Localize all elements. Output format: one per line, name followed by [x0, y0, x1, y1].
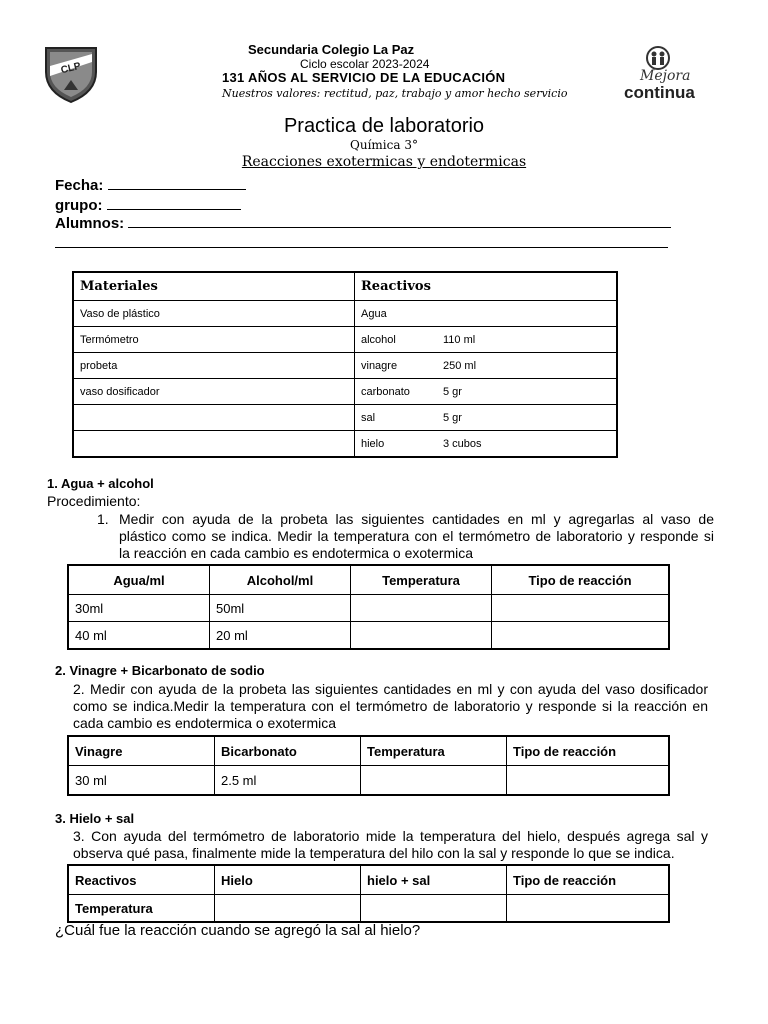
reagent-cell: alcohol: [355, 327, 438, 353]
final-question: ¿Cuál fue la reacción cuando se agregó la sal al hielo?: [55, 922, 421, 939]
material-cell: Vaso de plástico: [73, 301, 355, 327]
table-row: [73, 431, 617, 458]
section2-instructions: [73, 681, 708, 732]
header-cell: Tipo de reacción: [507, 865, 670, 895]
section2-title-prefix: 2. V: [55, 663, 78, 678]
section1-instructions: [119, 511, 714, 562]
reagent-cell: sal: [355, 405, 438, 431]
table-header-row: [73, 272, 617, 301]
table-row: [68, 895, 669, 923]
section1-line1: Medir con ayuda de la probeta las siguientes cantidades en ml y agregarlas al vaso de: [119, 511, 714, 527]
header-cell: Vinagre: [68, 736, 215, 766]
agua-cell: 30ml: [68, 595, 210, 622]
header-cell: Tipo de reacción: [507, 736, 670, 766]
header-cell: Reactivos: [68, 865, 215, 895]
table-row: [73, 327, 617, 353]
reagent-cell: Agua: [355, 301, 438, 327]
hielo-sal-table: [67, 864, 670, 923]
school-values: Nuestros valores: rectitud, paz, trabajo y amor hecho servicio: [222, 87, 568, 100]
reaction-type-cell[interactable]: [507, 895, 670, 923]
reaction-type-cell[interactable]: [492, 622, 670, 650]
header-cell: Hielo: [215, 865, 361, 895]
header-cell: Bicarbonato: [215, 736, 361, 766]
material-cell: [73, 405, 355, 431]
reagent-cell: vinagre: [355, 353, 438, 379]
material-cell: vaso dosificador: [73, 379, 355, 405]
vinagre-bicarbonato-table: [67, 735, 670, 796]
section2-line1: 2. Medir con ayuda de la probeta las siguientes cantidades en ml y con ayuda del vaso dosificador: [73, 681, 708, 697]
material-cell: Termómetro: [73, 327, 355, 353]
section2-line2: como se indica.Medir la temperatura con el termómetro de laboratorio y responde si la reacción en: [73, 698, 708, 714]
section1-line3: la reacción en cada cambio es endotermica o exotermica: [119, 545, 474, 561]
grupo-blank[interactable]: [107, 195, 241, 210]
fecha-label: Fecha:: [55, 177, 104, 194]
bicarbonato-cell: 2.5 ml: [215, 766, 361, 796]
table-row: [73, 301, 617, 327]
topic: [0, 154, 768, 170]
header-cell: Temperatura: [351, 565, 492, 595]
reaction-type-cell[interactable]: [492, 595, 670, 622]
section1-line2: plástico como se indica. Medir la temperatura con el termómetro de laboratorio y responde si: [119, 528, 714, 544]
fecha-blank[interactable]: [108, 175, 246, 190]
temperature-cell[interactable]: [351, 622, 492, 650]
agua-cell: 40 ml: [68, 622, 210, 650]
section3-line1: 3. Con ayuda del termómetro de laboratorio mide la temperatura del hielo, después agrega sal y: [73, 828, 708, 844]
logo-main-word: continua: [624, 83, 695, 102]
reagent-cell: hielo: [355, 431, 438, 458]
quantity-cell: 5 gr: [437, 379, 617, 405]
header-cell: Agua/ml: [68, 565, 210, 595]
table-row: [73, 379, 617, 405]
section3-title: 3. Hielo + sal: [55, 811, 135, 826]
quantity-cell: 110 ml: [437, 327, 617, 353]
section2-title-rest: inagre + Bicarbonato de sodio: [77, 663, 265, 678]
subject: Química 3°: [350, 138, 418, 152]
table-row: [73, 405, 617, 431]
materials-table: [72, 271, 618, 458]
reaction-type-cell[interactable]: [507, 766, 670, 796]
alcohol-cell: 20 ml: [210, 622, 351, 650]
grupo-label: grupo:: [55, 197, 103, 214]
reagent-cell: carbonato: [355, 379, 438, 405]
table-row: [68, 766, 669, 796]
quantity-cell: [437, 301, 617, 327]
temperature-cell[interactable]: [351, 595, 492, 622]
table-row: [68, 622, 669, 650]
section3-instructions: [73, 828, 708, 862]
header-cell: Alcohol/ml: [210, 565, 351, 595]
alumnos-blank[interactable]: [128, 213, 671, 228]
hielo-cell[interactable]: [215, 895, 361, 923]
temperature-cell[interactable]: [361, 766, 507, 796]
quantity-cell: 250 ml: [437, 353, 617, 379]
quantity-cell: 5 gr: [437, 405, 617, 431]
vinagre-cell: 30 ml: [68, 766, 215, 796]
alumnos-label: Alumnos:: [55, 215, 125, 232]
table-row: [73, 353, 617, 379]
table-header-row: [68, 865, 669, 895]
logo-script-word: Mejora: [640, 68, 691, 84]
section2-line3: cada cambio es endotermica o exotermica: [73, 715, 337, 731]
material-cell: probeta: [73, 353, 355, 379]
header-materiales: Materiales: [73, 272, 355, 301]
anniversary-text: 131 AÑOS AL SERVICIO DE LA EDUCACIÓN: [222, 70, 506, 85]
alcohol-cell: 50ml: [210, 595, 351, 622]
material-cell: [73, 431, 355, 458]
row-label-cell: Temperatura: [68, 895, 215, 923]
header-cell: Tipo de reacción: [492, 565, 670, 595]
logo-letters: CLP: [59, 60, 82, 77]
topic-text: Reacciones exotermicas y endotermicas: [241, 154, 527, 170]
page-title: Practica de laboratorio: [283, 115, 485, 137]
section2-title: [55, 663, 265, 678]
section3-line2: observa qué pasa, finalmente mide la temperatura del hilo con la sal y responde lo que se indica.: [73, 845, 675, 861]
quantity-cell: 3 cubos: [437, 431, 617, 458]
table-header-row: [68, 736, 669, 766]
school-name: Secundaria Colegio La Paz: [248, 42, 415, 57]
alumnos-field[interactable]: [55, 213, 671, 232]
section1-item-number: 1.: [97, 511, 109, 527]
section1-title: 1. Agua + alcohol: [47, 476, 154, 491]
header-cell: Temperatura: [361, 736, 507, 766]
header-cell: hielo + sal: [361, 865, 507, 895]
header-reactivos: Reactivos: [355, 272, 618, 301]
procedure-label: Procedimiento:: [47, 493, 141, 509]
grupo-field[interactable]: [55, 195, 241, 214]
mejora-continua-logo: [618, 42, 698, 104]
school-cycle: Ciclo escolar 2023-2024: [300, 57, 430, 71]
hielo-sal-cell[interactable]: [361, 895, 507, 923]
alumnos-extra-line[interactable]: [55, 247, 668, 248]
table-header-row: [68, 565, 669, 595]
agua-alcohol-table: [67, 564, 670, 650]
fecha-field[interactable]: [55, 175, 246, 194]
school-shield-logo: [40, 42, 102, 104]
table-row: [68, 595, 669, 622]
